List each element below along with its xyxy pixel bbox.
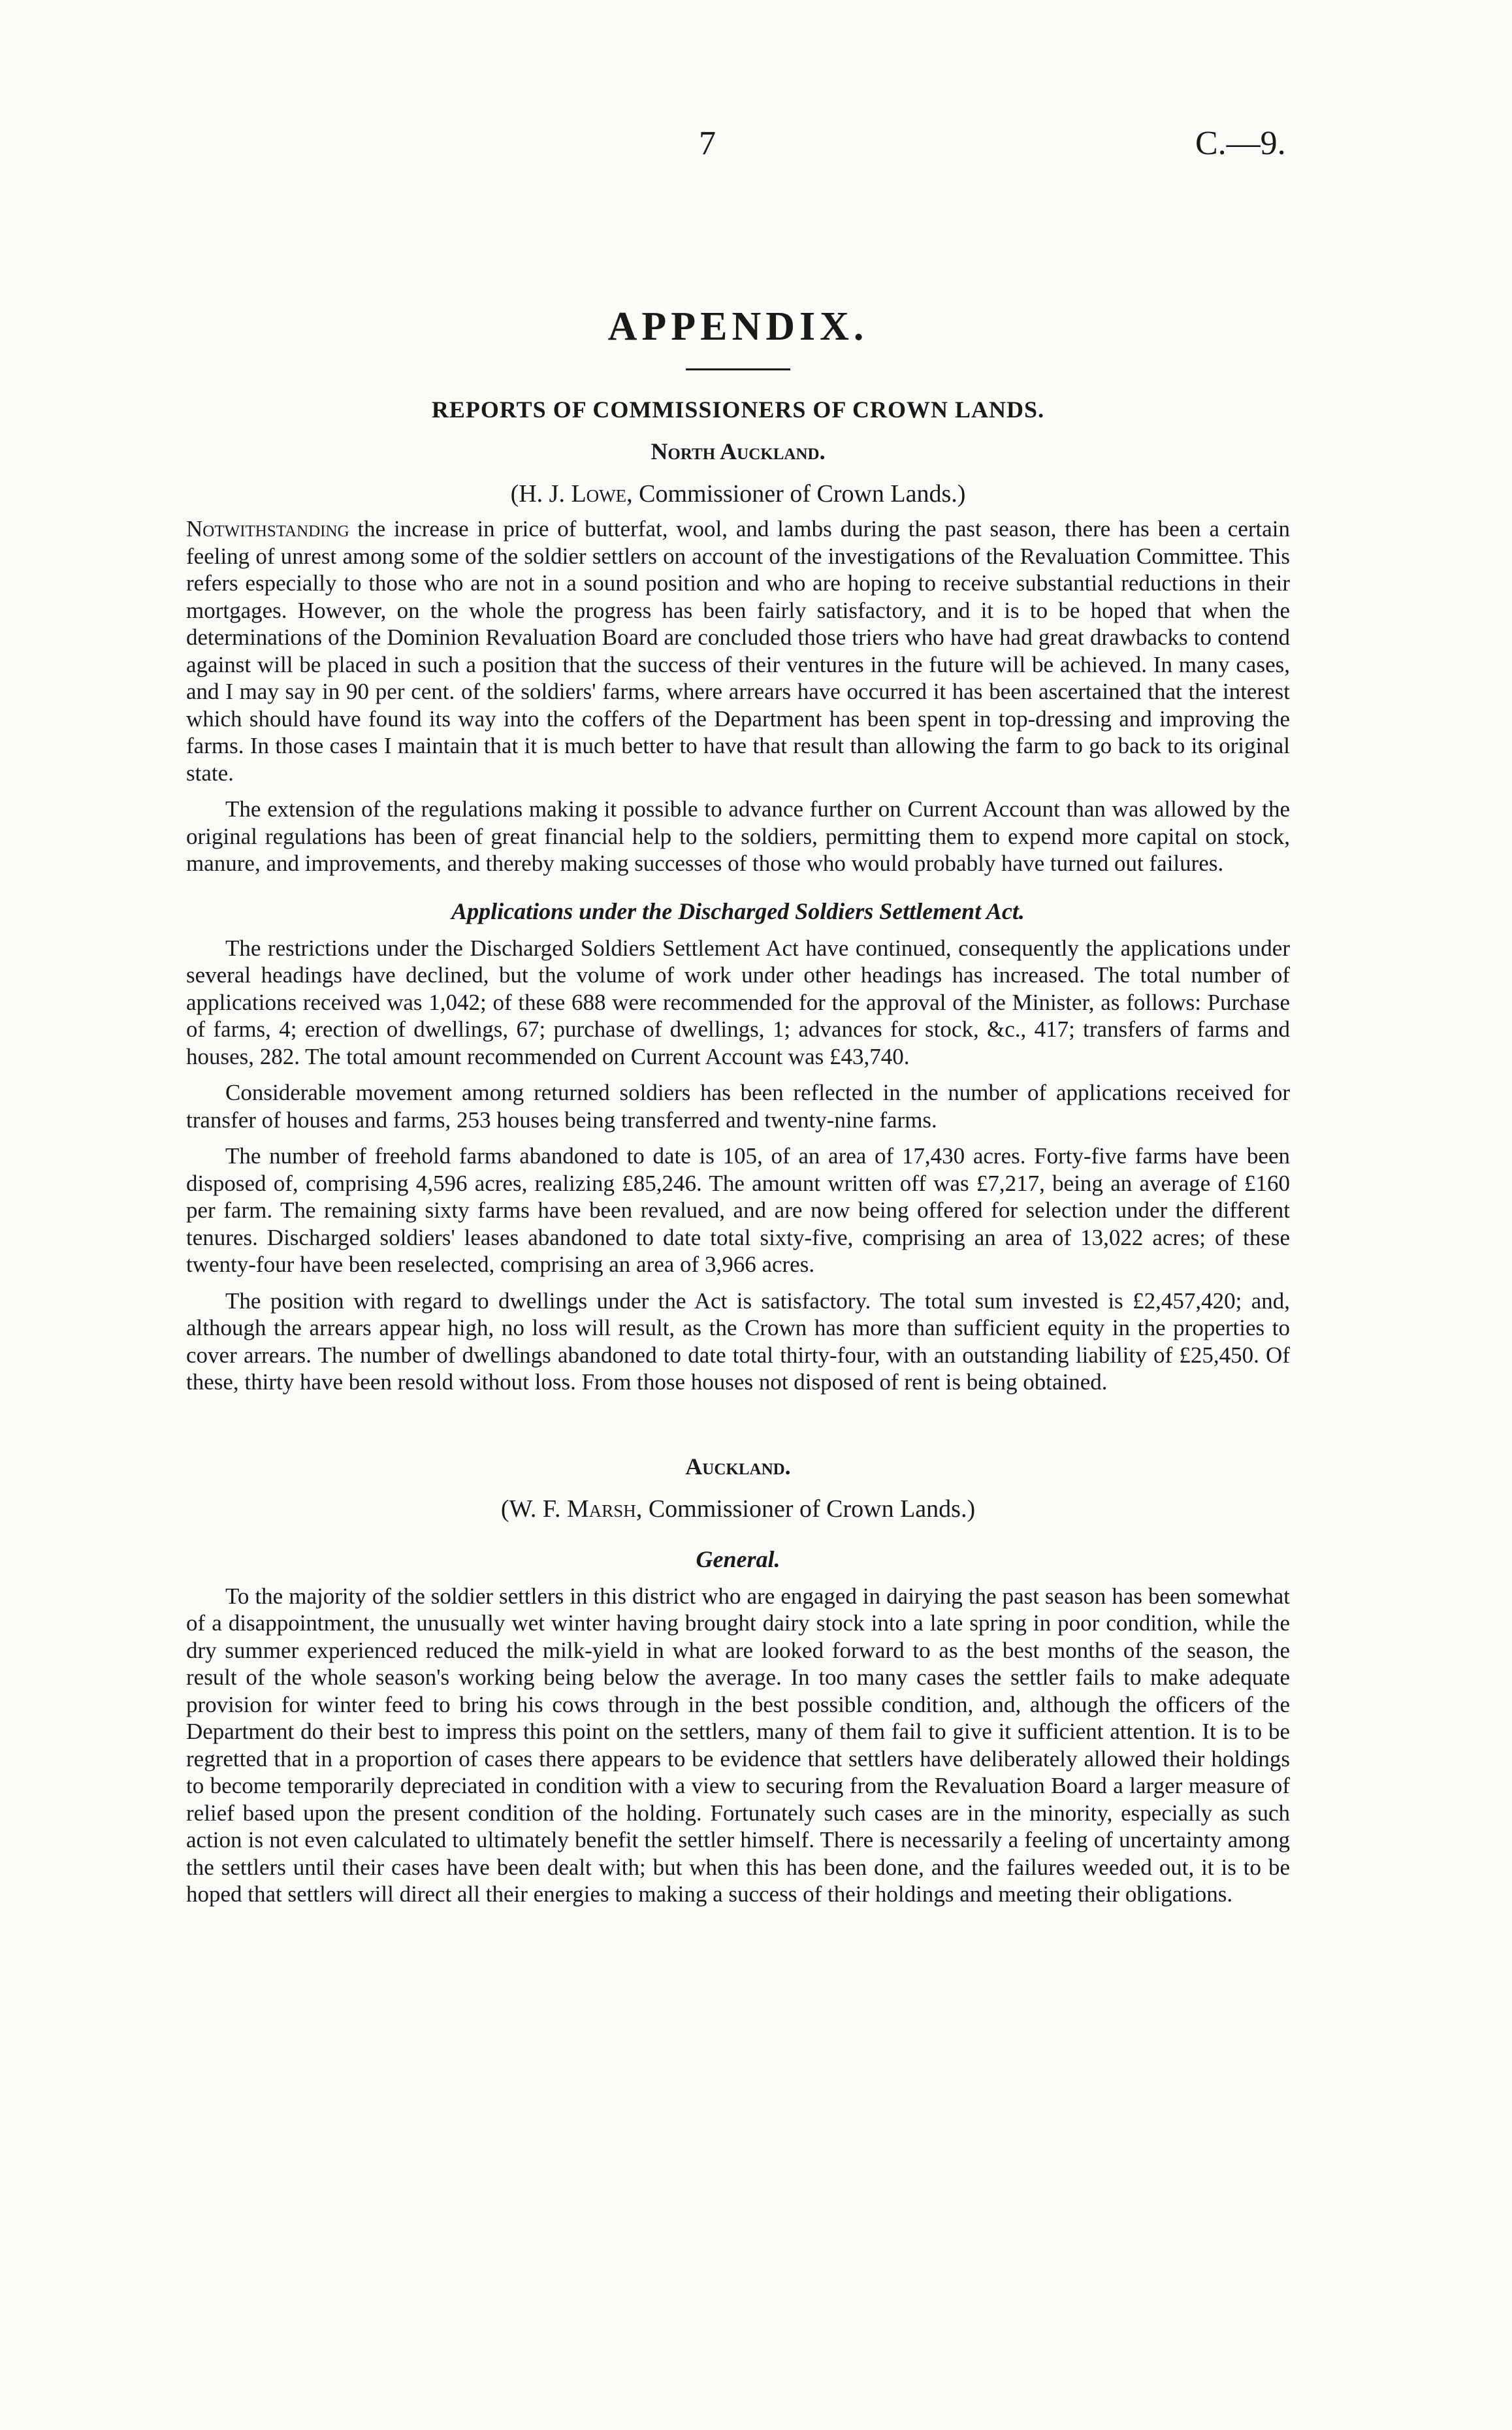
commissioner-north-auckland bbox=[186, 478, 1290, 510]
north-auckland-section bbox=[186, 436, 1290, 1396]
auckland-section bbox=[186, 1451, 1290, 1908]
paragraph-lead-word: Notwithstanding bbox=[186, 516, 349, 542]
paragraph: The restrictions under the Discharged Soldiers Settlement Act have continued, consequently the applications under several headings have declined, but the volume of work under other headings has increased. The total number of applications received was 1,042; of these 688 were recommended for the approval of the Minister, as follows: Purchase of farms, 4; erection of dwellings, 67; purchase of dwellings, 1; advances for stock, &c., 417; transfers of farms and houses, 282. The total amount recommended on Current Account was £43,740. bbox=[186, 935, 1290, 1069]
paragraph: To the majority of the soldier settlers in this district who are engaged in dairying the past season has been somewhat of a disappointment, the unusually wet winter having brought dairy stock into a late spring in poor condition, while the dry summer experienced reduced the milk-yield in what are looked forward to as the best months of the season, the result of the whole season's working being below the average. In too many cases the settler fails to make adequate provision for winter feed to bring his cows through in the best possible condition, and, although the officers of the Department do their best to impress this point on the settlers, many of them fail to give it sufficient attention. It is to be regretted that in a proportion of cases there appears to be evidence that settlers have deliberately allowed their holdings to become temporarily depreciated in condition with a view to securing from the Revaluation Board a larger measure of relief based upon the present condition of the holding. Fortunately such cases are in the minority, especially as such action is not even calculated to ultimately benefit the settler himself. There is necessarily a feeling of uncertainty among the settlers until their cases have been dealt with; but when this has been done, and the failures weeded out, it is to be hoped that settlers will direct all their energies to making a success of their holdings and meeting their obligations. bbox=[186, 1583, 1290, 1907]
paragraph bbox=[186, 515, 1290, 786]
commissioner-surname: Marsh bbox=[567, 1495, 636, 1523]
appendix-title: APPENDIX. bbox=[607, 304, 869, 349]
paragraph: The position with regard to dwellings under the Act is satisfactory. The total sum invested is £2,457,420; and, although the arrears appear high, no loss will result, as the Crown has more than sufficient equity in the properties to cover arrears. The number of dwellings abandoned to date total thirty-four, with an outstanding liability of £25,450. Of these, thirty have been resold without loss. From those houses not disposed of rent is being obtained. bbox=[186, 1288, 1290, 1395]
section-gap bbox=[186, 1405, 1290, 1451]
commissioner-open: (H. J. bbox=[510, 480, 571, 508]
title-rule bbox=[686, 368, 790, 370]
paragraph: Considerable movement among returned soldiers has been reflected in the number of applications received for transfer of houses and farms, 253 houses being transferred and twenty-nine farms. bbox=[186, 1080, 1290, 1133]
commissioner-close: , Commissioner of Crown Lands.) bbox=[626, 480, 966, 508]
commissioner-close: , Commissioner of Crown Lands.) bbox=[635, 1495, 976, 1523]
region-title-north-auckland: North Auckland. bbox=[651, 438, 826, 464]
paragraph: The extension of the regulations making it possible to advance further on Current Account than was allowed by the original regulations has been of great financial help to the soldiers, permitting them to expend more capital on stock, manure, and improvements, and thereby making successes of those who would probably have turned out failures. bbox=[186, 796, 1290, 876]
region-title-auckland: Auckland. bbox=[685, 1453, 791, 1480]
commissioner-surname: Lowe bbox=[571, 480, 627, 508]
page-content bbox=[186, 300, 1290, 1917]
page-header bbox=[0, 124, 1512, 170]
commissioner-open: (W. F. bbox=[500, 1495, 567, 1523]
page-number: 7 bbox=[699, 125, 716, 162]
commissioner-auckland bbox=[186, 1493, 1290, 1525]
reports-title: REPORTS OF COMMISSIONERS OF CROWN LANDS. bbox=[431, 397, 1045, 423]
document-reference: C.—9. bbox=[1195, 125, 1286, 162]
section-heading-general: General. bbox=[696, 1546, 780, 1572]
paragraph: The number of freehold farms abandoned to date is 105, of an area of 17,430 acres. Forty-five farms have been disposed of, comprising 4,596 acres, realizing £85,246. The amount written off was £7,217, being an average of £160 per farm. The remaining sixty farms have been revalued, and are now being offered for selection under the different tenures. Discharged soldiers' leases abandoned to date total sixty-five, comprising an area of 13,022 acres; of these twenty-four have been reselected, comprising an area of 3,966 acres. bbox=[186, 1143, 1290, 1277]
paragraph-text: the increase in price of butterfat, wool, and lambs during the past season, there has been a certain feeling of unrest among some of the soldier settlers on account of the investigations of the Revaluation Committee. This refers especially to those who are not in a sound position and who are hoping to receive substantial reductions in their mortgages. However, on the whole the progress has been fairly satisfactory, and it is to be hoped that when the determinations of the Dominion Revaluation Board are concluded those triers who have had great drawbacks to contend against will be placed in such a position that the success of their ventures in the future will be achieved. In many cases, and I may say in 90 per cent. of the soldiers' farms, where arrears have occurred it has been ascertained that the interest which should have found its way into the coffers of the Department has been spent in top-dressing and improving the farms. In those cases I maintain that it is much better to have that result than allowing the farm to go back to its original state. bbox=[186, 516, 1290, 786]
section-heading-applications: Applications under the Discharged Soldiers Settlement Act. bbox=[451, 898, 1025, 924]
